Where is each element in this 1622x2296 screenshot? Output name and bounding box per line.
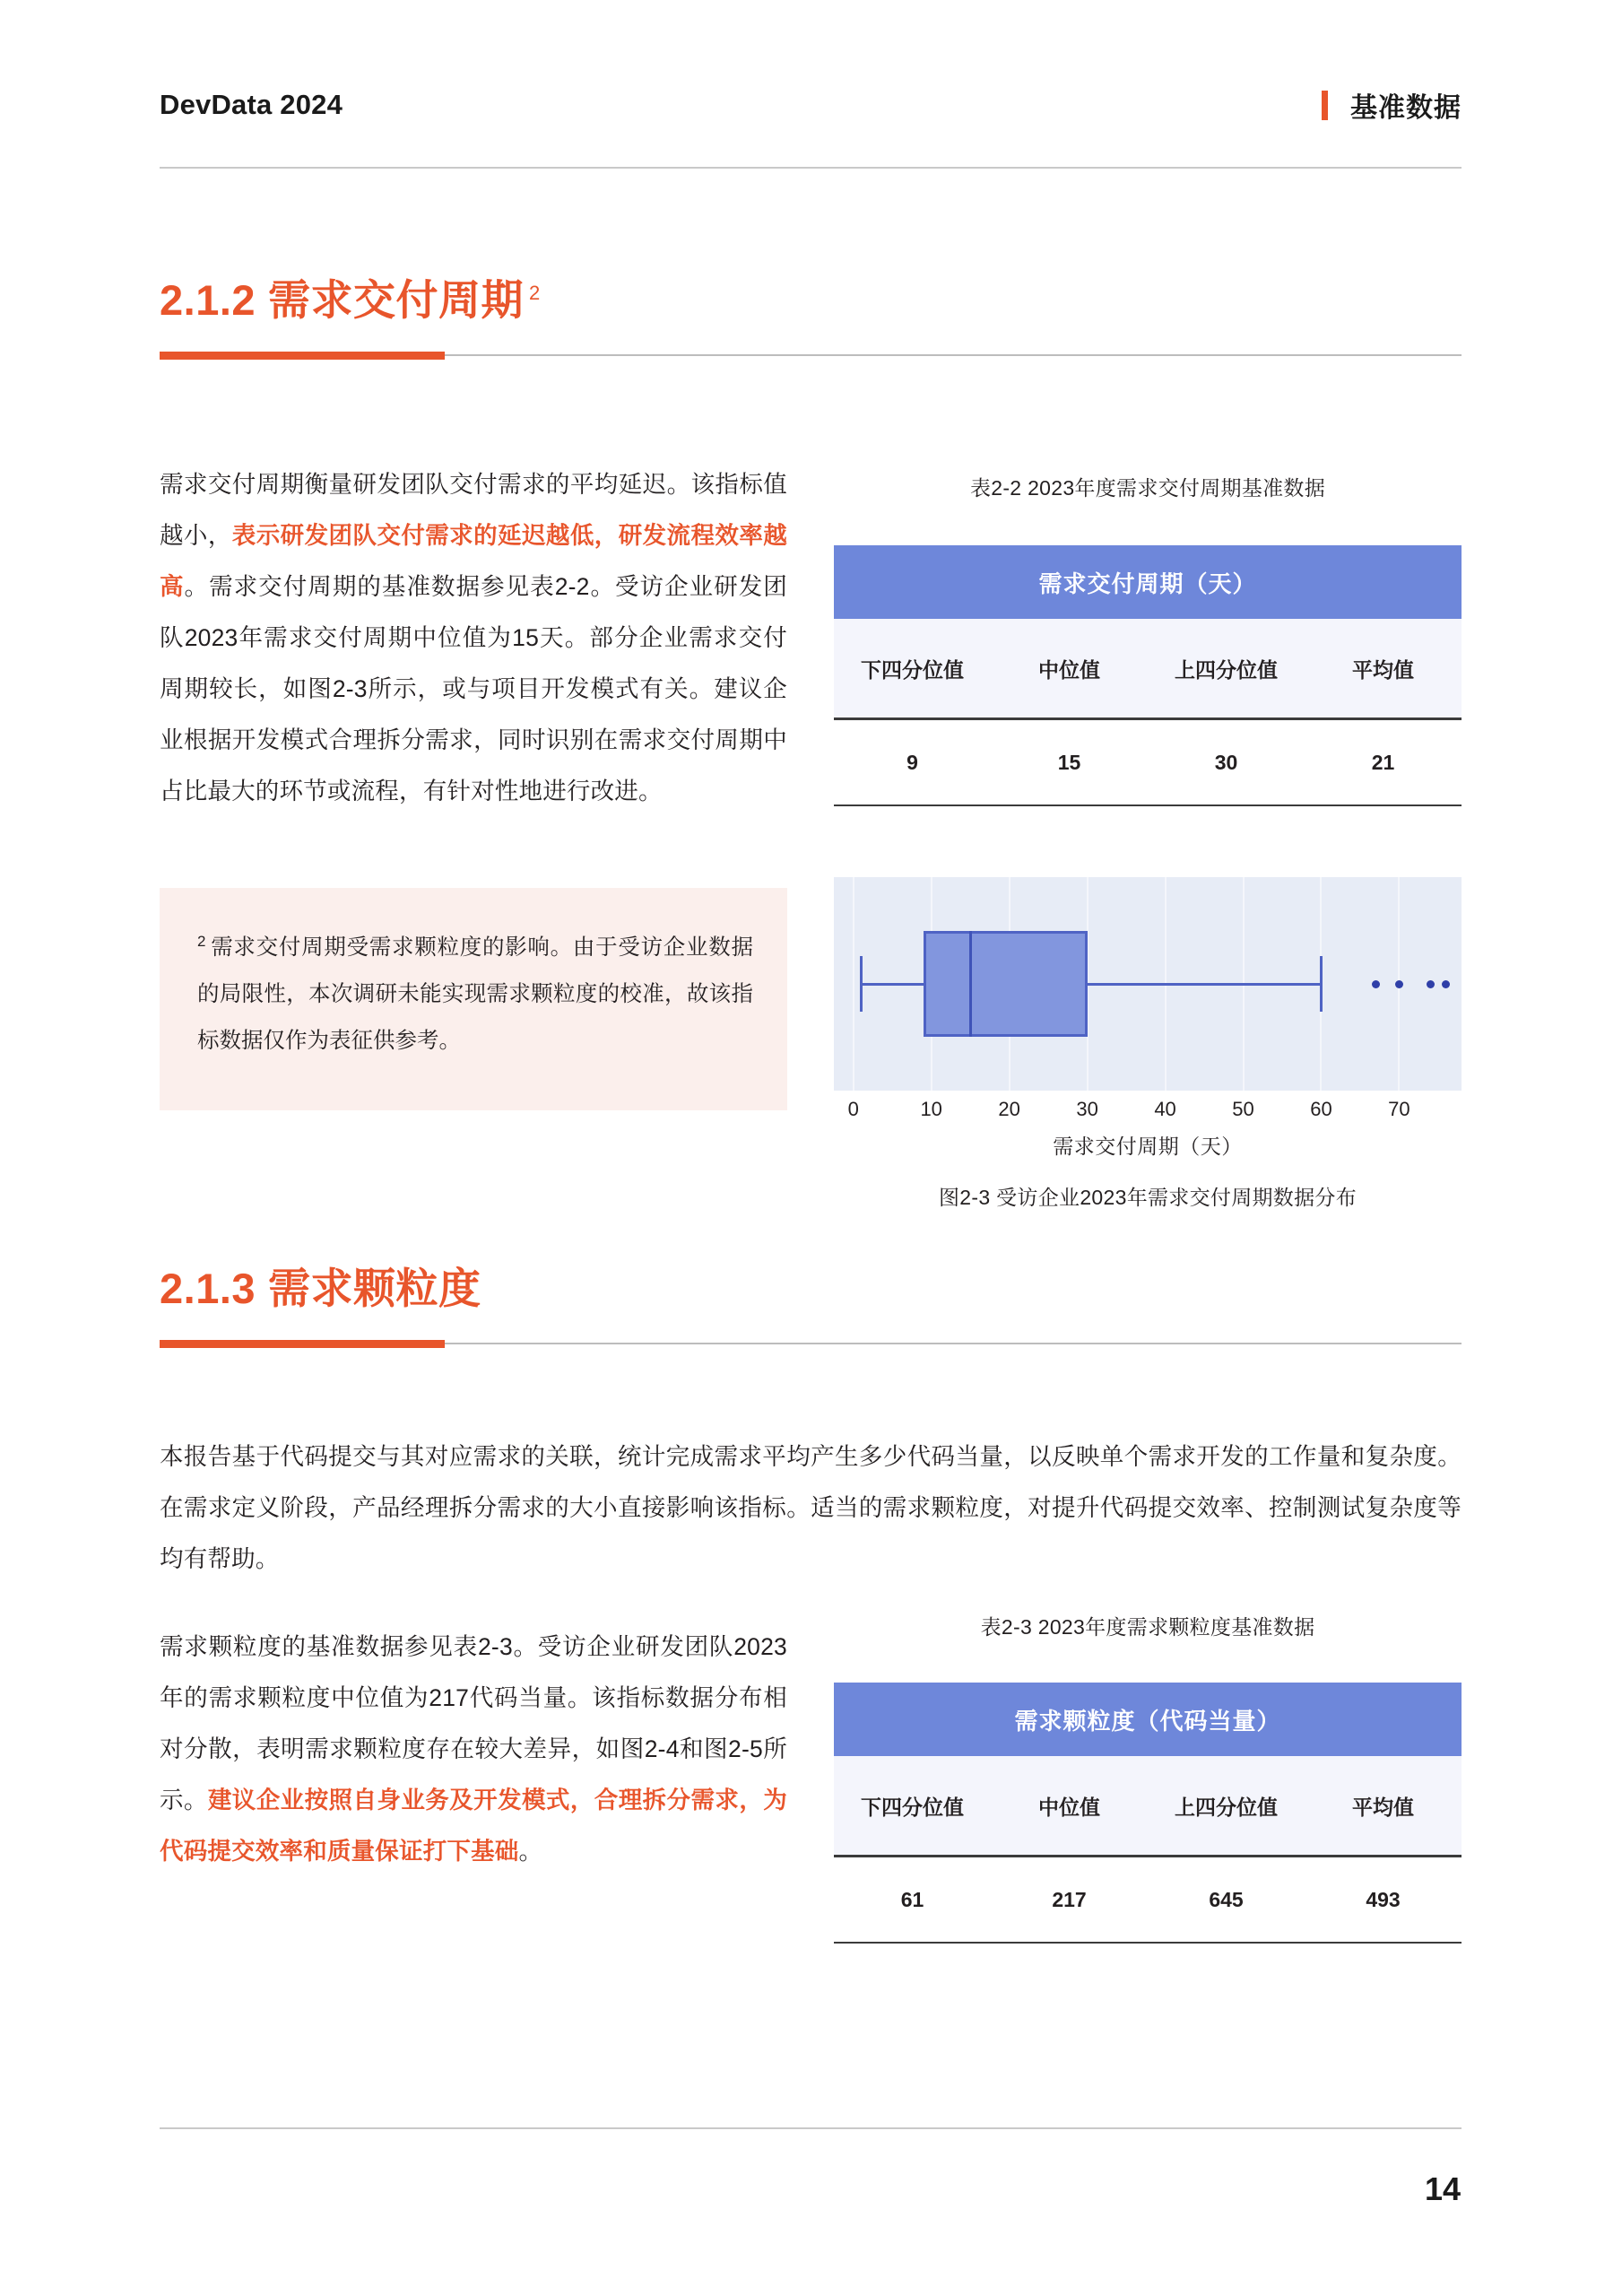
section-heading-213 — [160, 1266, 1462, 1348]
section-title-212 — [160, 278, 1462, 322]
header-section-label: 基准数据 — [1350, 93, 1462, 123]
table-2-2-header-row — [834, 619, 1462, 719]
paragraph-212-highlight: 表示研发团队交付需求的延迟越低，研发流程效率越高 — [160, 522, 787, 600]
boxplot-cap-low — [860, 956, 863, 1012]
table-2-2-header-cell-3: 平均值 — [1305, 619, 1462, 719]
table-2-3-value-cell-1: 217 — [991, 1857, 1148, 1944]
footnote-marker: 2 — [197, 933, 206, 950]
boxplot-box — [924, 931, 1088, 1037]
footnote-body-text: 需求交付周期受需求颗粒度的影响。由于受访企业数据的局限性，本次调研未能实现需求颗粒度的校准，故该指标数据仅作为表征供参考。 — [197, 935, 753, 1054]
table-2-2-header-cell-0: 下四分位值 — [834, 619, 991, 719]
table-2-3-title-row — [834, 1683, 1462, 1756]
table-2-2-value-cell-2: 30 — [1148, 719, 1305, 806]
paragraph-213-full: 本报告基于代码提交与其对应需求的关联，统计完成需求平均产生多少代码当量，以反映单个需求开发的工作量和复杂度。在需求定义阶段，产品经理拆分需求的大小直接影响该指标。适当的需求颗粒度，对提升代码提交效率、控制测试复杂度等均有帮助。 — [160, 1443, 1462, 1572]
header-divider — [160, 167, 1462, 169]
chart-gridline — [853, 877, 854, 1091]
chart-x-axis-label: 需求交付周期（天） — [1053, 1135, 1243, 1158]
section-rule-213 — [160, 1340, 1462, 1348]
table-2-3 — [834, 1683, 1462, 1944]
table-2-2-value-cell-0: 9 — [834, 719, 991, 806]
document-title: DevData 2024 — [160, 89, 343, 120]
table-caption-2-2: 表2-2 2023年度需求交付周期基准数据 — [969, 476, 1326, 500]
footnote-content — [197, 918, 753, 1065]
section-title-213 — [160, 1266, 1462, 1310]
table-2-3-value-cell-3: 493 — [1305, 1857, 1462, 1944]
chart-x-tick-label: 0 — [847, 1098, 859, 1120]
footer-divider — [160, 2127, 1462, 2129]
boxplot-outlier-point — [1427, 980, 1435, 988]
boxplot-outlier-point — [1395, 980, 1403, 988]
chart-x-tick-label: 20 — [998, 1098, 1020, 1120]
figure-caption-2-3: 图2-3 受访企业2023年需求交付周期数据分布 — [939, 1186, 1357, 1209]
section-rule-accent-213 — [160, 1340, 445, 1348]
chart-x-axis — [834, 1098, 1462, 1128]
table-2-2-title: 需求交付周期（天） — [834, 545, 1462, 619]
page-number: 14 — [1424, 2170, 1461, 2207]
table-2-3-value-row — [834, 1857, 1462, 1944]
section-footnote-marker-212: 2 — [529, 282, 541, 305]
table-2-3-value-cell-2: 645 — [1148, 1857, 1305, 1944]
chart-x-tick-label: 30 — [1076, 1098, 1098, 1120]
table-2-2-value-row — [834, 719, 1462, 806]
boxplot-whisker-right — [1088, 983, 1322, 986]
paragraph-212-text-2: 。需求交付周期的基准数据参见表2-2。受访企业研发团队2023年需求交付周期中位值为15天。部分企业需求交付周期较长，如图2-3所示，或与项目开发模式有关。建议企业根据开发模式合理拆分需求，同时识别在需求交付周期中占比最大的环节或流程，有针对性地进行改进。 — [160, 573, 787, 804]
boxplot-outlier-point — [1372, 980, 1380, 988]
section-rule-accent — [160, 352, 445, 360]
chart-x-tick-label: 40 — [1154, 1098, 1176, 1120]
table-2-2-header-cell-2: 上四分位值 — [1148, 619, 1305, 719]
table-caption-2-3: 表2-3 2023年度需求颗粒度基准数据 — [980, 1615, 1315, 1639]
chart-x-tick-label: 60 — [1310, 1098, 1332, 1120]
header-section-group — [1322, 85, 1462, 125]
boxplot-whisker-left — [861, 983, 924, 986]
figure-2-3 — [834, 877, 1462, 1211]
section-heading-212 — [160, 278, 1462, 360]
accent-bar-icon — [1322, 91, 1328, 120]
paragraph-212 — [160, 459, 787, 817]
section-number-212: 2.1.2 — [160, 276, 256, 324]
paragraph-213-left — [160, 1622, 787, 1877]
table-2-3-value-cell-0: 61 — [834, 1857, 991, 1944]
paragraph-212-text-1: 需求交付周期衡量研发团队交付需求的平均延迟。该指标值越小， — [160, 471, 787, 549]
section-name-212: 需求交付周期 — [268, 276, 525, 324]
boxplot-outlier-point — [1442, 980, 1450, 988]
table-2-2 — [834, 545, 1462, 806]
boxplot-chart — [834, 877, 1462, 1091]
table-2-3-header-cell-2: 上四分位值 — [1148, 1756, 1305, 1857]
table-2-3-header-cell-0: 下四分位值 — [834, 1756, 991, 1857]
table-2-2-header-cell-1: 中位值 — [991, 619, 1148, 719]
table-2-2-value-cell-3: 21 — [1305, 719, 1462, 806]
table-2-3-header-row — [834, 1756, 1462, 1857]
table-2-3-header-cell-1: 中位值 — [991, 1756, 1148, 1857]
section-rule-212 — [160, 352, 1462, 360]
paragraph-213-text-2: 。 — [518, 1838, 543, 1865]
chart-x-tick-label: 50 — [1232, 1098, 1254, 1120]
footnote-box — [160, 888, 787, 1110]
page-header — [160, 77, 1462, 133]
table-2-2-value-cell-1: 15 — [991, 719, 1148, 806]
paragraph-213-highlight: 建议企业按照自身业务及开发模式，合理拆分需求，为代码提交效率和质量保证打下基础 — [160, 1787, 787, 1865]
section-number-213: 2.1.3 — [160, 1265, 256, 1312]
paragraph-213-text-1: 需求颗粒度的基准数据参见表2-3。受访企业研发团队2023年的需求颗粒度中位值为217代码当量。该指标数据分布相对分散，表明需求颗粒度存在较大差异，如图2-4和图2-5所示。 — [160, 1633, 787, 1813]
chart-x-tick-label: 70 — [1388, 1098, 1410, 1120]
section-name-213: 需求颗粒度 — [268, 1265, 481, 1312]
table-2-3-header-cell-3: 平均值 — [1305, 1756, 1462, 1857]
boxplot-cap-high — [1320, 956, 1323, 1012]
chart-x-tick-label: 10 — [920, 1098, 942, 1120]
table-2-2-title-row — [834, 545, 1462, 619]
boxplot-median-line — [969, 931, 972, 1037]
table-2-3-title: 需求颗粒度（代码当量） — [834, 1683, 1462, 1756]
